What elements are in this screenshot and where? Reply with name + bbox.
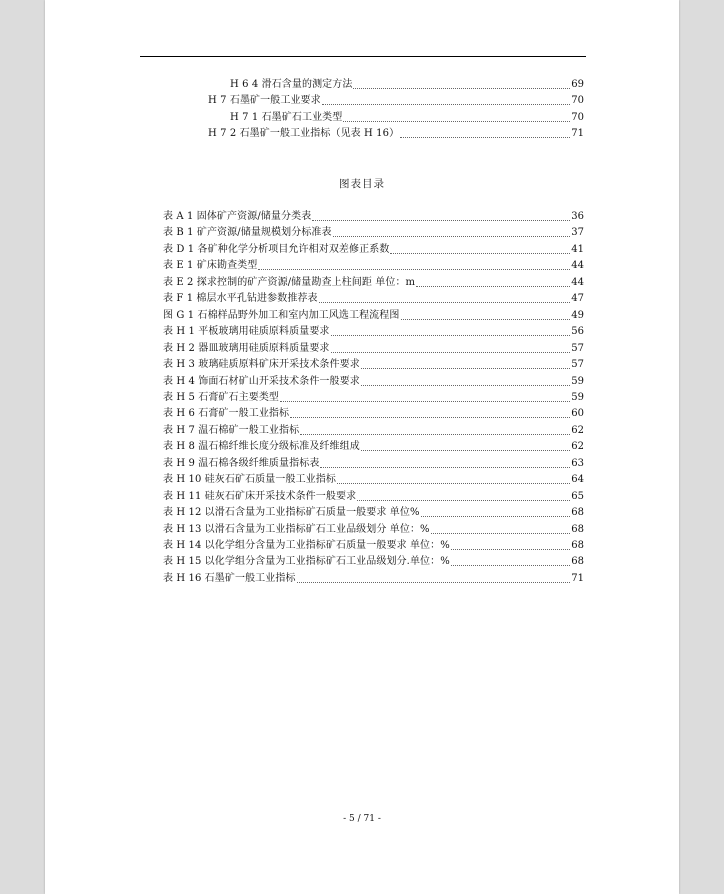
dot-leader	[400, 128, 570, 138]
toc-entry[interactable]	[163, 472, 584, 488]
dot-leader	[361, 376, 570, 386]
toc-entry-page: 36	[571, 211, 584, 222]
toc-entry-label: 表 H 4 饰面石材矿山开采技术条件一般要求	[163, 375, 360, 387]
toc-entry-label: 表 F 1 棉层水平孔钻进参数推荐表	[163, 293, 318, 305]
toc-entry-label: 表 H 11 硅灰石矿床开采技术条件一般要求	[163, 490, 357, 502]
toc-entry-page: 44	[571, 260, 584, 272]
toc-entry-page: 37	[571, 227, 584, 239]
toc-entry-page: 62	[571, 441, 584, 453]
toc-entry-page: 71	[571, 572, 584, 584]
dot-leader	[320, 458, 570, 468]
toc-entry-label: 表 H 16 石墨矿一般工业指标	[163, 572, 296, 584]
dot-leader	[331, 326, 571, 336]
dot-leader	[451, 540, 570, 550]
toc-entry-label: 表 H 10 硅灰石矿石质量一般工业指标	[163, 474, 336, 486]
dot-leader	[390, 244, 570, 254]
dot-leader	[353, 79, 570, 89]
dot-leader	[331, 343, 571, 353]
dot-leader	[280, 392, 570, 402]
toc-entry-label: 表 H 5 石膏矿石主要类型	[163, 391, 280, 403]
toc-entry-page: 44	[571, 276, 584, 288]
toc-entry-page: 70	[571, 111, 584, 123]
dot-leader	[343, 112, 570, 122]
dot-leader	[421, 507, 571, 517]
toc-entry-label: 表 H 7 温石棉矿一般工业指标	[163, 424, 300, 436]
toc-entry[interactable]	[230, 110, 584, 126]
toc-entry-page: 56	[571, 326, 584, 338]
toc-entry[interactable]	[163, 390, 584, 406]
toc-entry-label: 图 G 1 石棉样品野外加工和室内加工风选工程流程图	[163, 309, 400, 321]
dot-leader	[322, 95, 571, 105]
document-page	[45, 0, 679, 894]
toc-entry[interactable]	[163, 489, 584, 505]
toc-entry[interactable]	[163, 258, 584, 274]
toc-entry[interactable]	[163, 324, 584, 340]
toc-entry[interactable]	[163, 538, 584, 554]
toc-entry[interactable]	[163, 275, 584, 291]
toc-entry-page: 64	[571, 474, 584, 486]
toc-entry-label: 表 H 15 以化学组分含量为工业指标矿石工业品级划分.单位：%	[163, 556, 450, 568]
toc-entry-page: 70	[571, 95, 584, 107]
dot-leader	[337, 474, 570, 484]
toc-entry-label: H 7 石墨矿一般工业要求	[208, 95, 321, 107]
toc-entry-page: 65	[571, 490, 584, 502]
dot-leader	[431, 524, 571, 534]
toc-entry-label: 表 H 2 器皿玻璃用硅质原料质量要求	[163, 342, 330, 354]
dot-leader	[357, 491, 570, 501]
toc-entry[interactable]	[208, 126, 584, 142]
toc-entry-label: 表 E 2 探求控制的矿产资源/储量勘查上柱间距 单位：m	[163, 276, 416, 288]
dot-leader	[401, 310, 571, 320]
toc-entry-page: 60	[571, 408, 584, 420]
dot-leader	[312, 211, 570, 221]
toc-entry-page: 68	[571, 523, 584, 535]
toc-entry-page: 62	[571, 424, 584, 436]
dot-leader	[300, 425, 570, 435]
toc-entry-label: 表 E 1 矿床勘查类型	[163, 260, 258, 272]
toc-entry-page: 69	[571, 79, 584, 90]
toc-entry-page: 68	[571, 556, 584, 568]
toc-entry[interactable]	[163, 406, 584, 422]
header-rule	[140, 56, 586, 57]
toc-entry[interactable]	[230, 77, 584, 93]
toc-entry-page: 47	[571, 293, 584, 305]
toc-entry-page: 59	[571, 375, 584, 387]
toc-entry[interactable]	[163, 242, 584, 258]
toc-entry[interactable]	[163, 423, 584, 439]
toc-entry-page: 49	[571, 309, 584, 321]
dot-leader	[451, 556, 570, 566]
toc-entry[interactable]	[163, 522, 584, 538]
toc-entry[interactable]	[163, 505, 584, 521]
toc-entry-label: 表 H 3 玻璃硅质原料矿床开采技术条件要求	[163, 359, 360, 371]
toc-entry[interactable]	[163, 374, 584, 390]
dot-leader	[297, 573, 571, 583]
toc-entry[interactable]	[163, 308, 584, 324]
dot-leader	[319, 293, 571, 303]
toc-entry-label: 表 D 1 各矿种化学分析项目允许相对双差修正系数	[163, 243, 390, 255]
toc-entry-label: 表 H 13 以滑石含量为工业指标矿石工业品级划分 单位：%	[163, 523, 430, 535]
toc-entry[interactable]	[163, 357, 584, 373]
dot-leader	[361, 441, 570, 451]
toc-entry-label: 表 H 14 以化学组分含量为工业指标矿石质量一般要求 单位：%	[163, 540, 450, 551]
toc-entry-label: 表 H 6 石膏矿一般工业指标	[163, 408, 290, 420]
toc-entry-page: 63	[571, 457, 584, 469]
toc-entry-label: 表 B 1 矿产资源/储量规模划分标准表	[163, 227, 332, 239]
toc-entry-label: 表 H 1 平板玻璃用硅质原料质量要求	[163, 326, 330, 338]
dot-leader	[290, 408, 570, 418]
toc-entry[interactable]	[163, 341, 584, 357]
toc-entry-page: 68	[571, 507, 584, 519]
dot-leader	[361, 359, 570, 369]
toc-entry-label: 表 H 12 以滑石含量为工业指标矿石质量一般要求 单位%	[163, 507, 420, 519]
page-number: - 5 / 71 -	[343, 814, 381, 824]
toc-entry-page: 57	[571, 342, 584, 354]
toc-entry[interactable]	[163, 209, 584, 225]
section-title: 图表目录	[339, 178, 385, 190]
toc-entry[interactable]	[208, 93, 584, 109]
toc-entry[interactable]	[163, 439, 584, 455]
toc-entry[interactable]	[163, 456, 584, 472]
toc-entry-page: 59	[571, 391, 584, 403]
toc-entry-label: H 7 1 石墨矿石工业类型	[230, 111, 343, 123]
toc-entry-page: 57	[571, 359, 584, 371]
toc-entry-label: 表 H 8 温石棉纤维长度分级标准及纤维组成	[163, 441, 360, 453]
toc-entry-label: H 6 4 滑石含量的测定方法	[230, 79, 353, 90]
toc-entry-page: 68	[571, 540, 584, 551]
toc-entry[interactable]	[163, 291, 584, 307]
toc-entry-label: 表 A 1 固体矿产资源/储量分类表	[163, 211, 312, 222]
dot-leader	[416, 277, 570, 287]
toc-entry[interactable]	[163, 225, 584, 241]
toc-entry[interactable]	[163, 571, 584, 587]
dot-leader	[258, 260, 570, 270]
toc-entry-page: 71	[571, 127, 584, 139]
toc-entry-page: 41	[571, 243, 584, 255]
dot-leader	[333, 227, 571, 237]
toc-entry-label: H 7 2 石墨矿一般工业指标（见表 H 16）	[208, 127, 400, 139]
toc-entry-label: 表 H 9 温石棉各级纤维质量指标表	[163, 457, 320, 469]
toc-entry[interactable]	[163, 554, 584, 570]
